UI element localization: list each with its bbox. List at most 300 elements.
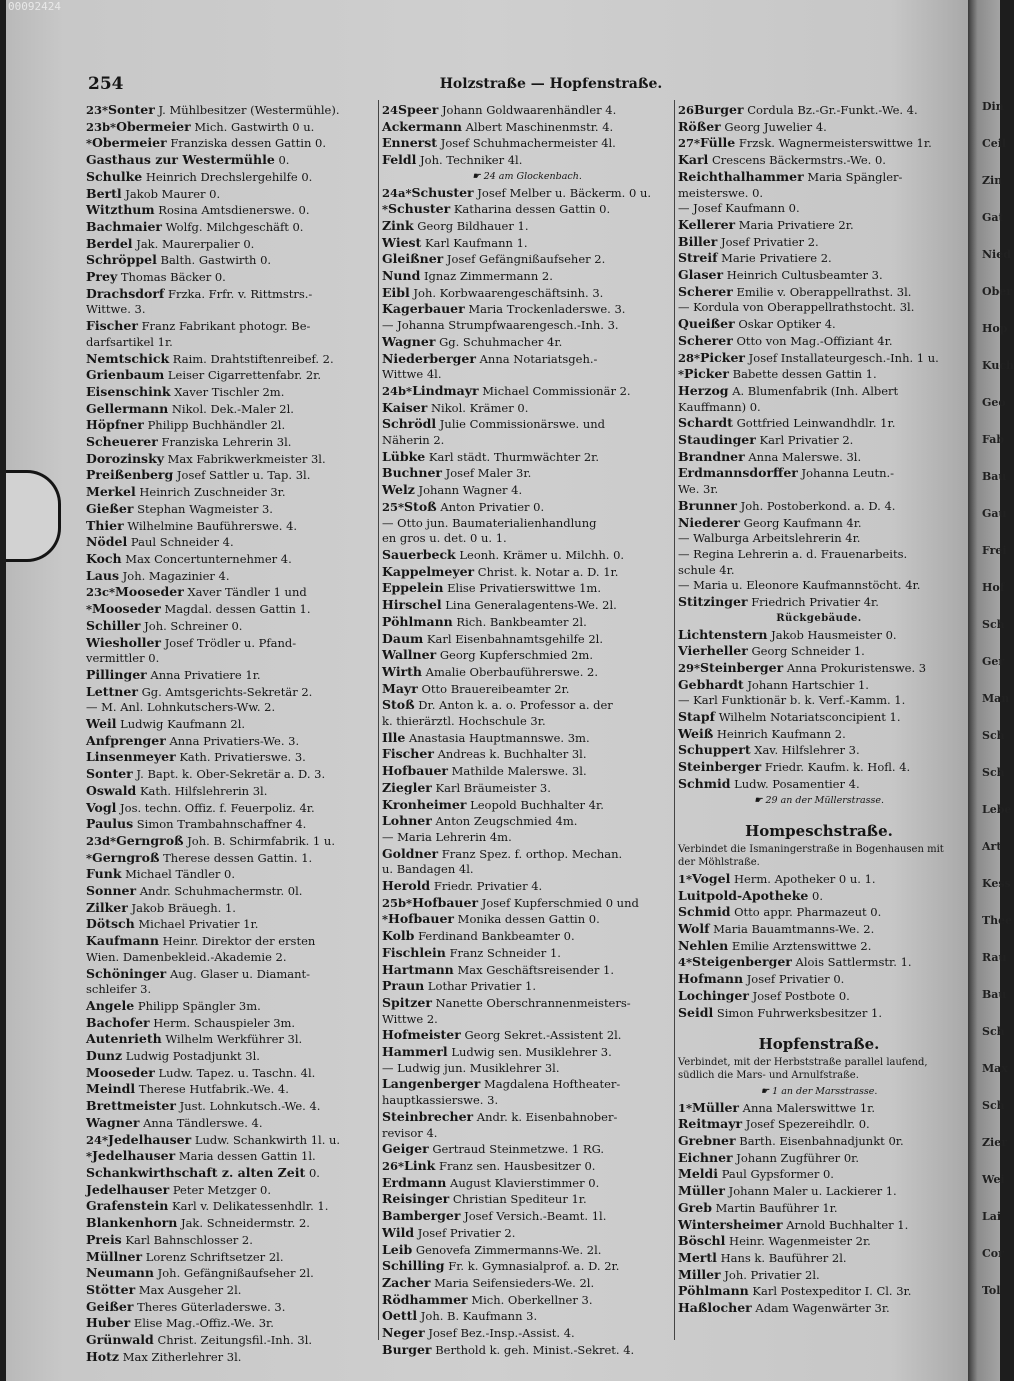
- directory-entry: [678, 1183, 960, 1200]
- house-number: 1*: [678, 871, 693, 886]
- directory-entry: [382, 1292, 672, 1309]
- resident-details: Maria dessen Gattin 1l.: [178, 1149, 316, 1164]
- directory-entry: [86, 584, 376, 601]
- directory-entry: [678, 726, 960, 743]
- resident-name: Brandner: [678, 448, 745, 464]
- resident-details: Gottfried Leinwandhdlr. 1r.: [736, 416, 896, 431]
- directory-entry: [382, 895, 672, 912]
- directory-entry: [678, 316, 960, 333]
- resident-details: Berthold k. geh. Minist.-Sekret. 4.: [435, 1342, 635, 1357]
- resident-details: Karl Bahnschlosser 2.: [125, 1232, 253, 1247]
- directory-entry: [382, 1175, 672, 1192]
- resident-name: Daum: [382, 630, 424, 646]
- resident-name: Wallner: [382, 647, 437, 663]
- house-number: 23d*: [86, 833, 117, 848]
- resident-name: Praun: [382, 978, 425, 994]
- resident-details: We. 3r.: [678, 482, 719, 497]
- directory-entry: [678, 709, 960, 726]
- resident-name: Schuster: [411, 184, 474, 200]
- directory-entry: [678, 515, 960, 532]
- house-number: *: [86, 850, 93, 865]
- resident-name: Meldi: [678, 1166, 719, 1182]
- directory-entry: [382, 465, 672, 482]
- directory-entry: [382, 813, 672, 830]
- resident-name: Jedelhauser: [108, 1131, 192, 1147]
- directory-entry: [678, 234, 960, 251]
- resident-name: Staudinger: [678, 432, 756, 448]
- resident-name: Hirschel: [382, 597, 442, 613]
- directory-entry: [382, 911, 672, 928]
- directory-entry: [86, 933, 376, 950]
- directory-entry: [382, 1012, 672, 1028]
- directory-entry: [382, 664, 672, 681]
- resident-details: J. Bapt. k. Ober-Sekretär a. D. 3.: [136, 767, 326, 782]
- resident-name: Gebhardt: [678, 676, 744, 692]
- resident-details: Crescens Bäckermstrs.-We. 0.: [711, 153, 886, 168]
- directory-entry: [678, 594, 960, 611]
- resident-details: Monika dessen Gattin 0.: [457, 912, 600, 927]
- directory-entry: [86, 667, 376, 684]
- resident-name: Gleißner: [382, 251, 444, 267]
- directory-entry: [86, 1165, 376, 1182]
- directory-entry: [86, 384, 376, 401]
- resident-name: Zacher: [382, 1274, 431, 1290]
- directory-entry: [382, 1242, 672, 1259]
- resident-name: Wintersheimer: [678, 1216, 783, 1232]
- next-page-fragment: Kess: [982, 877, 1011, 890]
- directory-entry: [678, 400, 960, 416]
- resident-details: Joh. Schreiner 0.: [144, 618, 243, 633]
- directory-entry: [382, 1208, 672, 1225]
- directory-entry: [86, 367, 376, 384]
- directory-entry: [86, 335, 376, 351]
- resident-details: Wittwe 4l.: [382, 367, 442, 382]
- resident-name: Grünwald: [86, 1332, 154, 1348]
- resident-details: Heinrich Cultusbeamter 3.: [726, 268, 883, 283]
- resident-name: Hofmeister: [382, 1027, 461, 1043]
- resident-details: Albert Maschinenmstr. 4.: [465, 119, 614, 134]
- next-page-fragment: Tol: [982, 1284, 1001, 1297]
- resident-details: — Otto jun. Baumaterialienhandlung: [382, 515, 597, 530]
- resident-name: Hofbauer: [412, 894, 479, 910]
- resident-name: Laus: [86, 567, 120, 583]
- resident-details: Otto von Mag.-Offiziant 4r.: [736, 333, 893, 348]
- street-description: Verbindet die Ismaningerstraße in Bogenhausen mit der Möhlstraße.: [678, 843, 944, 868]
- resident-name: Hofbauer: [382, 763, 448, 779]
- directory-entry: [678, 465, 960, 482]
- resident-name: Seidl: [678, 1004, 714, 1020]
- resident-details: 0.: [308, 1166, 320, 1180]
- directory-entry: [86, 816, 376, 833]
- resident-name: Wiesholler: [86, 634, 162, 650]
- resident-details: Jakob Hausmeister 0.: [771, 627, 897, 642]
- column-1: [86, 102, 376, 1365]
- resident-name: Mooseder: [115, 584, 184, 600]
- resident-details: Magdalena Hoftheater-: [483, 1077, 621, 1092]
- directory-entry: [86, 1182, 376, 1199]
- directory-entry: [86, 135, 376, 152]
- directory-entry: [678, 300, 960, 316]
- resident-name: Fischer: [86, 318, 138, 334]
- directory-entry: [86, 318, 376, 335]
- resident-details: Simon Fuhrwerksbesitzer 1.: [716, 1005, 882, 1020]
- directory-entry: [382, 201, 672, 218]
- directory-entry: [382, 1258, 672, 1275]
- resident-name: Lichtenstern: [678, 626, 768, 642]
- directory-entry: [382, 978, 672, 995]
- directory-entry: [382, 1225, 672, 1242]
- resident-name: Autenrieth: [86, 1031, 162, 1047]
- house-number: *: [382, 912, 389, 927]
- resident-details: Rich. Bankbeamter 2l.: [456, 614, 587, 629]
- directory-entry: [678, 938, 960, 955]
- resident-details: hauptkassierswe. 3.: [382, 1093, 499, 1108]
- directory-entry: [678, 693, 960, 709]
- resident-name: Geißer: [86, 1298, 134, 1314]
- next-page-fragment: Lai: [982, 1210, 1002, 1223]
- resident-name: Steinbrecher: [382, 1108, 474, 1124]
- directory-entry: [678, 742, 960, 759]
- directory-entry: [678, 1116, 960, 1133]
- resident-details: Aug. Glaser u. Diamant-: [169, 966, 311, 981]
- resident-name: Herold: [382, 878, 431, 894]
- directory-entry: [382, 433, 672, 449]
- resident-name: Lohner: [382, 813, 432, 829]
- directory-entry: [382, 1109, 672, 1126]
- resident-name: Ille: [382, 729, 406, 745]
- resident-details: Theres Güterladerswe. 3.: [137, 1299, 286, 1314]
- directory-entry: [86, 1282, 376, 1299]
- resident-name: Pöhlmann: [678, 1283, 749, 1299]
- resident-details: Franziska dessen Gattin 0.: [170, 136, 327, 151]
- next-page-fragment: Din: [982, 100, 1004, 113]
- next-page-fragment: Hof: [982, 581, 1005, 594]
- directory-entry: [382, 185, 672, 202]
- resident-details: — Walburga Arbeitslehrerin 4r.: [678, 531, 861, 546]
- resident-name: Wagner: [382, 333, 436, 349]
- resident-name: Luitpold-Apotheke: [678, 887, 809, 903]
- resident-name: Schmid: [678, 904, 731, 920]
- resident-details: Josef Privatier 0.: [746, 972, 845, 987]
- house-number: 24: [382, 103, 399, 117]
- next-page-fragment: Kuch: [982, 359, 1014, 372]
- resident-details: Heinrich Zuschneider 3r.: [139, 485, 286, 500]
- directory-entry: [86, 684, 376, 701]
- directory-entry: [382, 763, 672, 780]
- resident-details: Max Concertunternehmer 4.: [125, 551, 292, 566]
- next-page-fragment: Geo: [982, 396, 1006, 409]
- resident-details: Anna Malerswittwe 1r.: [742, 1100, 876, 1115]
- resident-details: Joh. B. Schirmfabrik. 1 u.: [187, 833, 335, 848]
- resident-details: Martin Bauführer 1r.: [715, 1200, 838, 1215]
- directory-entry: [382, 1191, 672, 1208]
- cross-reference-note: ☛ 29 an der Müllerstrasse.: [753, 794, 885, 806]
- directory-entry: [382, 383, 672, 400]
- resident-name: Dunz: [86, 1048, 123, 1064]
- resident-details: Josef Schuhmachermeister 4l.: [440, 136, 616, 151]
- directory-entry: [382, 597, 672, 614]
- resident-name: Sonter: [86, 766, 133, 782]
- resident-details: Gertraud Steinmetzwe. 1 RG.: [432, 1142, 605, 1157]
- resident-name: Zink: [382, 217, 414, 233]
- directory-entry: [678, 284, 960, 301]
- resident-details: Julie Commissionärswe. und: [439, 417, 606, 432]
- resident-details: Georg Schneider 1.: [751, 644, 865, 659]
- directory-entry: [382, 1158, 672, 1175]
- directory-entry: [86, 1265, 376, 1282]
- resident-details: Maria Seifensieders-We. 2l.: [434, 1275, 595, 1290]
- resident-details: Paul Schneider 4.: [130, 535, 234, 550]
- resident-name: Neumann: [86, 1265, 154, 1281]
- resident-name: Nemtschick: [86, 350, 170, 366]
- resident-name: Kronheimer: [382, 796, 467, 812]
- next-page-fragment: Zier: [982, 1136, 1008, 1149]
- next-page-fragment: Nied: [982, 248, 1011, 261]
- directory-entry: [678, 677, 960, 694]
- resident-details: Maria Bauamtmanns-We. 2.: [713, 922, 875, 937]
- next-page-fragment: Bau: [982, 988, 1007, 1001]
- house-number: 27*: [678, 136, 701, 151]
- house-number: 29*: [678, 660, 701, 675]
- resident-name: Merkel: [86, 484, 136, 500]
- resident-name: Jedelhauser: [86, 1181, 170, 1197]
- column-3: [678, 102, 960, 1317]
- resident-details: Friedr. Kaufm. k. Hofl. 4.: [764, 760, 911, 775]
- resident-name: Bertl: [86, 185, 122, 201]
- directory-entry: [678, 201, 960, 217]
- directory-entry: [86, 286, 376, 303]
- directory-entry: [382, 235, 672, 252]
- directory-entry: [382, 631, 672, 648]
- directory-entry: [86, 1349, 376, 1366]
- directory-entry: [382, 499, 672, 516]
- resident-details: Lothar Privatier 1.: [427, 979, 537, 994]
- resident-details: — Regina Lehrerin a. d. Frauenarbeits.: [678, 546, 908, 561]
- resident-name: Erdmannsdorffer: [678, 465, 798, 481]
- resident-details: Xaver Tändler 1 und: [187, 585, 307, 600]
- directory-page: [6, 0, 968, 1381]
- resident-name: Schankwirthschaft z. alten Zeit: [86, 1165, 306, 1180]
- resident-details: Johann Maler u. Lackierer 1.: [728, 1184, 897, 1199]
- directory-entry: [382, 647, 672, 664]
- directory-entry: [678, 119, 960, 136]
- resident-details: Xaver Tischler 2m.: [174, 384, 285, 399]
- resident-name: Oettl: [382, 1308, 418, 1324]
- resident-details: Jak. Maurerpalier 0.: [136, 236, 255, 251]
- directory-entry: [382, 482, 672, 499]
- directory-entry: [86, 800, 376, 817]
- resident-details: Lorenz Schriftsetzer 2l.: [145, 1249, 284, 1264]
- resident-name: Gerngroß: [116, 832, 184, 848]
- next-page-fragment: Hop: [982, 322, 1008, 335]
- resident-name: Müllner: [86, 1248, 143, 1264]
- resident-details: Joh. Privatier 2l.: [724, 1267, 820, 1282]
- resident-name: Picker: [700, 349, 745, 365]
- directory-entry: [86, 202, 376, 219]
- resident-details: — Ludwig jun. Musiklehrer 3l.: [382, 1060, 560, 1075]
- resident-details: Josef Sattler u. Tap. 3l.: [176, 468, 311, 483]
- resident-name: Berdel: [86, 235, 133, 251]
- binder-clip: [6, 470, 61, 562]
- directory-entry: [678, 921, 960, 938]
- next-page-fragment: Sch: [982, 766, 1005, 779]
- directory-entry: [678, 482, 960, 498]
- resident-details: Peter Metzger 0.: [172, 1182, 271, 1197]
- resident-details: Thomas Bäcker 0.: [120, 270, 226, 285]
- house-number: 24a*: [382, 185, 412, 200]
- resident-name: Paulus: [86, 816, 134, 832]
- directory-entry: [382, 564, 672, 581]
- directory-entry: [382, 928, 672, 945]
- resident-name: Müller: [678, 1183, 725, 1199]
- resident-details: Näherin 2.: [382, 433, 445, 448]
- resident-name: Hotz: [86, 1348, 120, 1364]
- resident-details: Therese dessen Gattin. 1.: [163, 850, 313, 865]
- directory-entry: [382, 862, 672, 878]
- directory-entry: [678, 547, 960, 563]
- resident-details: Max Zitherlehrer 3l.: [122, 1349, 242, 1364]
- directory-entry: [86, 733, 376, 750]
- directory-entry: [86, 1065, 376, 1082]
- resident-details: Adam Wagenwärter 3r.: [755, 1301, 890, 1316]
- directory-entry: [86, 783, 376, 800]
- resident-name: Wolf: [678, 921, 710, 937]
- directory-entry: [382, 1126, 672, 1142]
- resident-details: Wolfg. Milchgeschäft 0.: [165, 219, 304, 234]
- resident-details: Josef Melber u. Bäckerm. 0 u.: [477, 185, 652, 200]
- directory-entry: [382, 285, 672, 302]
- directory-entry: [678, 1233, 960, 1250]
- resident-details: Georg Bildhauer 1.: [417, 218, 529, 233]
- directory-entry: [382, 1308, 672, 1325]
- resident-details: Just. Lohnkutsch.-We. 4.: [179, 1099, 321, 1114]
- next-page-fragment: Gat: [982, 211, 1004, 224]
- resident-details: Michael Privatier 1r.: [138, 917, 259, 932]
- resident-name: Wagner: [86, 1114, 140, 1130]
- resident-name: Welz: [382, 482, 415, 498]
- resident-name: Gellermann: [86, 400, 169, 416]
- running-head: Holzstraße — Hopfenstraße.: [439, 76, 663, 92]
- next-page-fragment: Art: [982, 840, 1002, 853]
- resident-name: Brettmeister: [86, 1098, 176, 1114]
- directory-entry: [382, 830, 672, 846]
- resident-details: Max Ausgeher 2l.: [138, 1282, 242, 1297]
- resident-name: Scherer: [678, 283, 733, 299]
- resident-details: Maria Trockenladerswe. 3.: [468, 302, 626, 317]
- resident-name: Mooseder: [92, 601, 161, 617]
- resident-name: Goldner: [382, 845, 439, 861]
- page-number: 254: [88, 74, 124, 94]
- resident-details: Stephan Wagmeister 3.: [137, 501, 273, 516]
- directory-entry: [86, 119, 376, 136]
- resident-details: Hans k. Bauführer 2l.: [720, 1251, 847, 1265]
- resident-name: Neger: [382, 1325, 425, 1341]
- resident-name: Jedelhauser: [92, 1148, 176, 1164]
- resident-name: Brunner: [678, 497, 737, 513]
- directory-entry: [678, 1283, 960, 1300]
- next-page-fragment: Sch: [982, 729, 1005, 742]
- resident-details: Katharina dessen Gattin 0.: [453, 202, 611, 217]
- next-page-edge: [968, 0, 1014, 1381]
- resident-details: J. Mühlbesitzer (Westermühle).: [158, 103, 340, 117]
- resident-details: Wittwe 2.: [382, 1011, 438, 1026]
- directory-entry: [678, 1100, 960, 1117]
- resident-name: Link: [404, 1158, 436, 1173]
- resident-name: Gerngroß: [92, 849, 160, 865]
- directory-entry: [678, 563, 960, 579]
- directory-entry: [678, 1300, 960, 1317]
- resident-name: Schöninger: [86, 965, 167, 981]
- directory-entry: [86, 484, 376, 501]
- resident-details: Franz sen. Hausbesitzer 0.: [438, 1159, 596, 1173]
- directory-entry: [86, 1031, 376, 1048]
- resident-name: Stapf: [678, 709, 716, 725]
- resident-details: schleifer 3.: [86, 982, 152, 997]
- resident-details: Anna Privatiers-We. 3.: [169, 733, 300, 748]
- directory-entry: [86, 651, 376, 667]
- house-number: 23c*: [86, 585, 116, 600]
- resident-name: Stoß: [382, 697, 415, 713]
- resident-details: en gros u. det. 0 u. 1.: [382, 531, 507, 546]
- resident-details: Josef Privatier 2.: [417, 1225, 516, 1240]
- resident-details: Therese Hutfabrik.-We. 4.: [138, 1082, 289, 1097]
- directory-entry: [86, 186, 376, 203]
- house-number: 26*: [382, 1159, 405, 1173]
- resident-details: Kauffmann) 0.: [678, 399, 761, 414]
- resident-name: Queißer: [678, 316, 735, 332]
- directory-entry: [86, 351, 376, 368]
- next-page-fragment: Sch: [982, 1099, 1005, 1112]
- resident-name: Pillinger: [86, 666, 147, 682]
- resident-details: Babette dessen Gattin 1.: [732, 367, 877, 382]
- resident-details: Michael Commissionär 2.: [482, 383, 631, 398]
- directory-entry: [678, 578, 960, 594]
- resident-details: Josef Trödler u. Pfand-: [164, 635, 297, 650]
- directory-entry: [382, 945, 672, 962]
- house-number: 4*: [678, 955, 693, 970]
- resident-name: Glaser: [678, 267, 724, 283]
- directory-entry: [86, 252, 376, 269]
- resident-name: Zilker: [86, 899, 128, 915]
- resident-name: Grienbaum: [86, 367, 165, 383]
- resident-name: Kellerer: [678, 216, 736, 232]
- resident-name: Wild: [382, 1224, 415, 1240]
- directory-entry: [86, 966, 376, 983]
- resident-name: Erdmann: [382, 1174, 447, 1190]
- resident-name: Eisenschink: [86, 383, 171, 399]
- resident-details: Joh. Postoberkond. a. D. 4.: [740, 498, 896, 513]
- resident-details: Ludwig sen. Musiklehrer 3.: [451, 1045, 612, 1060]
- resident-name: Kappelmeyer: [382, 563, 475, 579]
- resident-details: Leiser Cigarrettenfabr. 2r.: [167, 368, 322, 383]
- house-number: *: [86, 602, 93, 617]
- resident-details: Mathilde Malerswe. 3l.: [451, 764, 587, 779]
- directory-entry: [382, 878, 672, 895]
- resident-details: Marie Privatiere 2.: [721, 251, 832, 266]
- resident-name: Langenberger: [382, 1076, 481, 1092]
- directory-entry: [678, 366, 960, 383]
- resident-name: Koch: [86, 550, 122, 566]
- resident-name: Vierheller: [678, 643, 748, 659]
- next-page-fragment: Zin: [982, 174, 1003, 187]
- resident-name: Speer: [398, 102, 439, 117]
- directory-entry: [86, 1048, 376, 1065]
- resident-name: Haßlocher: [678, 1300, 752, 1316]
- resident-name: Preis: [86, 1231, 122, 1247]
- resident-details: u. Bandagen 4l.: [382, 862, 474, 877]
- resident-details: meisterswe. 0.: [678, 185, 764, 200]
- resident-details: Joh. Magazinier 4.: [122, 568, 230, 583]
